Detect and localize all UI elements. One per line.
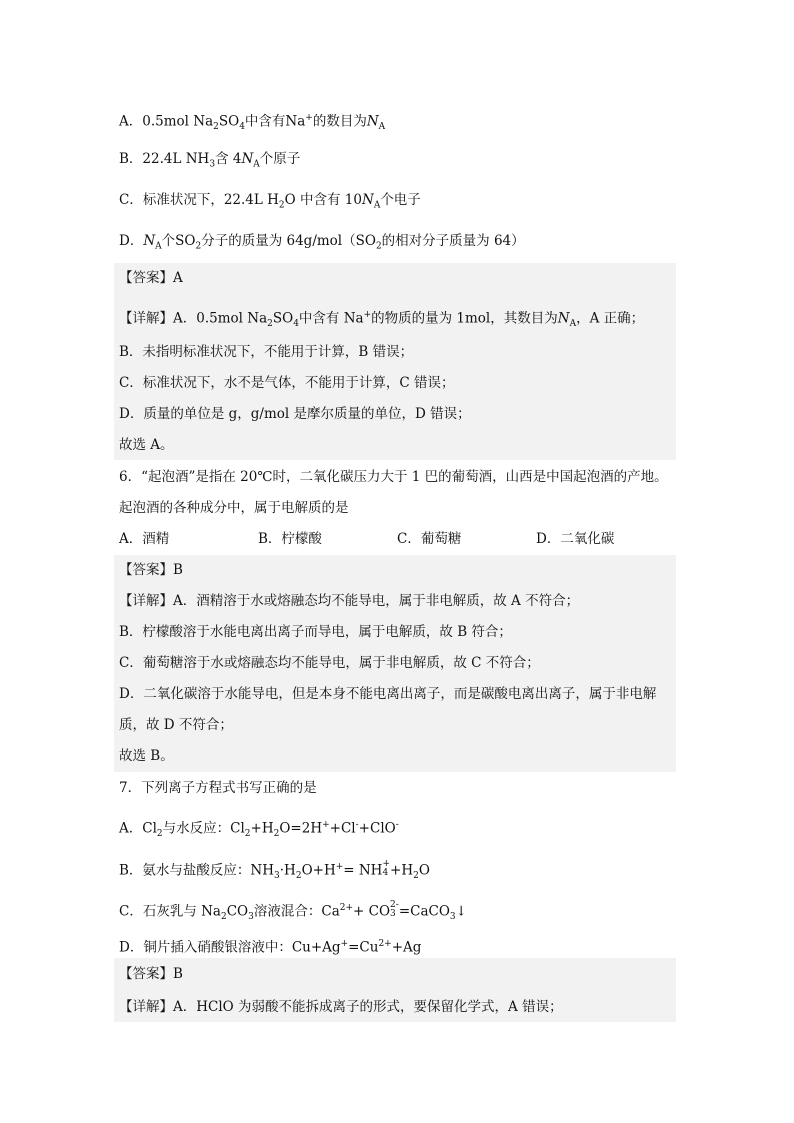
q6-stem-2: 起泡酒的各种成分中，属于电解质的是 [119,500,349,516]
q5-option-b: B．22.4L $NH_3$含 $4N_A$个原子 [119,151,301,170]
q5-detail-2: B．未指明标准状况下，不能用于计算，B 错误； [119,344,414,360]
q7-detail-1: 【详解】A．HClO 为弱酸不能拆成离子的形式，要保留化学式，A 错误； [119,999,563,1015]
q6-detail-1: 【详解】A．酒精溶于水或熔融态均不能导电，属于非电解质，故 A 不符合； [119,593,580,609]
q5-option-a: A．0.5mol $Na_2SO_4$中含有Na+的数目为$N_A$ [119,113,386,133]
q6-detail-2: B．柠檬酸溶于水能电离出离子而导电，属于电解质，故 B 符合； [119,624,512,640]
q7-option-d: D．铜片插入硝酸银溶液中：$Cu+Ag^+=Cu^{2+}+Ag$ [119,939,422,956]
q5-option-d: D．$N_A$个$SO_2$分子的质量为 $64g/mol(SO_2$的相对分子质量为 64） [119,233,525,252]
q6-answer: 【答案】B [119,562,183,578]
q5-detail-5: 故选 A。 [119,437,174,453]
q7-stem: 7．下列离子方程式书写正确的是 [119,780,317,796]
q6-detail-4b: 质，故 D 不符合； [119,717,233,733]
q6-detail-3: C．葡萄糖溶于水或熔融态均不能导电，属于非电解质，故 C 不符合； [119,655,540,671]
q6-option-b: B．柠檬酸 [258,531,322,547]
q5-option-c: C．标准状况下，22.4L $H_2O$ 中含有 $10N_A$个电子 [119,192,421,211]
q5-detail-4: D．质量的单位是 g，g/mol 是摩尔质量的单位，D 错误； [119,406,471,422]
q6-stem-1: 6．“起泡酒”是指在 20℃时，二氧化碳压力大于 1 巴的葡萄酒，山西是中国起泡酒的产地。 [119,469,668,485]
q6-detail-4: D．二氧化碳溶于水能导电，但是本身不能电离出离子，而是碳酸电离出离子，属于非电解 [119,686,657,702]
q6-option-a: A．酒精 [119,531,170,547]
q7-option-a: A．$Cl_2$与水反应：$Cl_2+H_2O=2H^++Cl^-+ClO^-$ [119,820,399,840]
q7-answer: 【答案】B [119,966,183,982]
q6-option-c: C．葡萄糖 [397,531,462,547]
q6-option-d: D．二氧化碳 [536,531,615,547]
q5-detail-1: 【详解】A．0.5mol $Na_2SO_4$中含有 Na+的物质的量为 1mol，其数目为$N_A$，A 正确； [119,310,645,330]
q6-detail-5: 故选 B。 [119,748,174,764]
q7-option-b: B．氨水与盐酸反应：$NH_3\cdot H_2O+H^+=$ NH + 4 $+H_2O$ [119,859,430,882]
q5-detail-3: C．标准状况下，水不是气体，不能用于计算，C 错误； [119,375,455,391]
q5-answer: 【答案】A [119,270,183,286]
q7-option-c: C．石灰乳与 $Na_2CO_3$溶液混合：$Ca^{2+}+$ CO 2- 3 =CaCO$_3$↓ [119,900,467,923]
